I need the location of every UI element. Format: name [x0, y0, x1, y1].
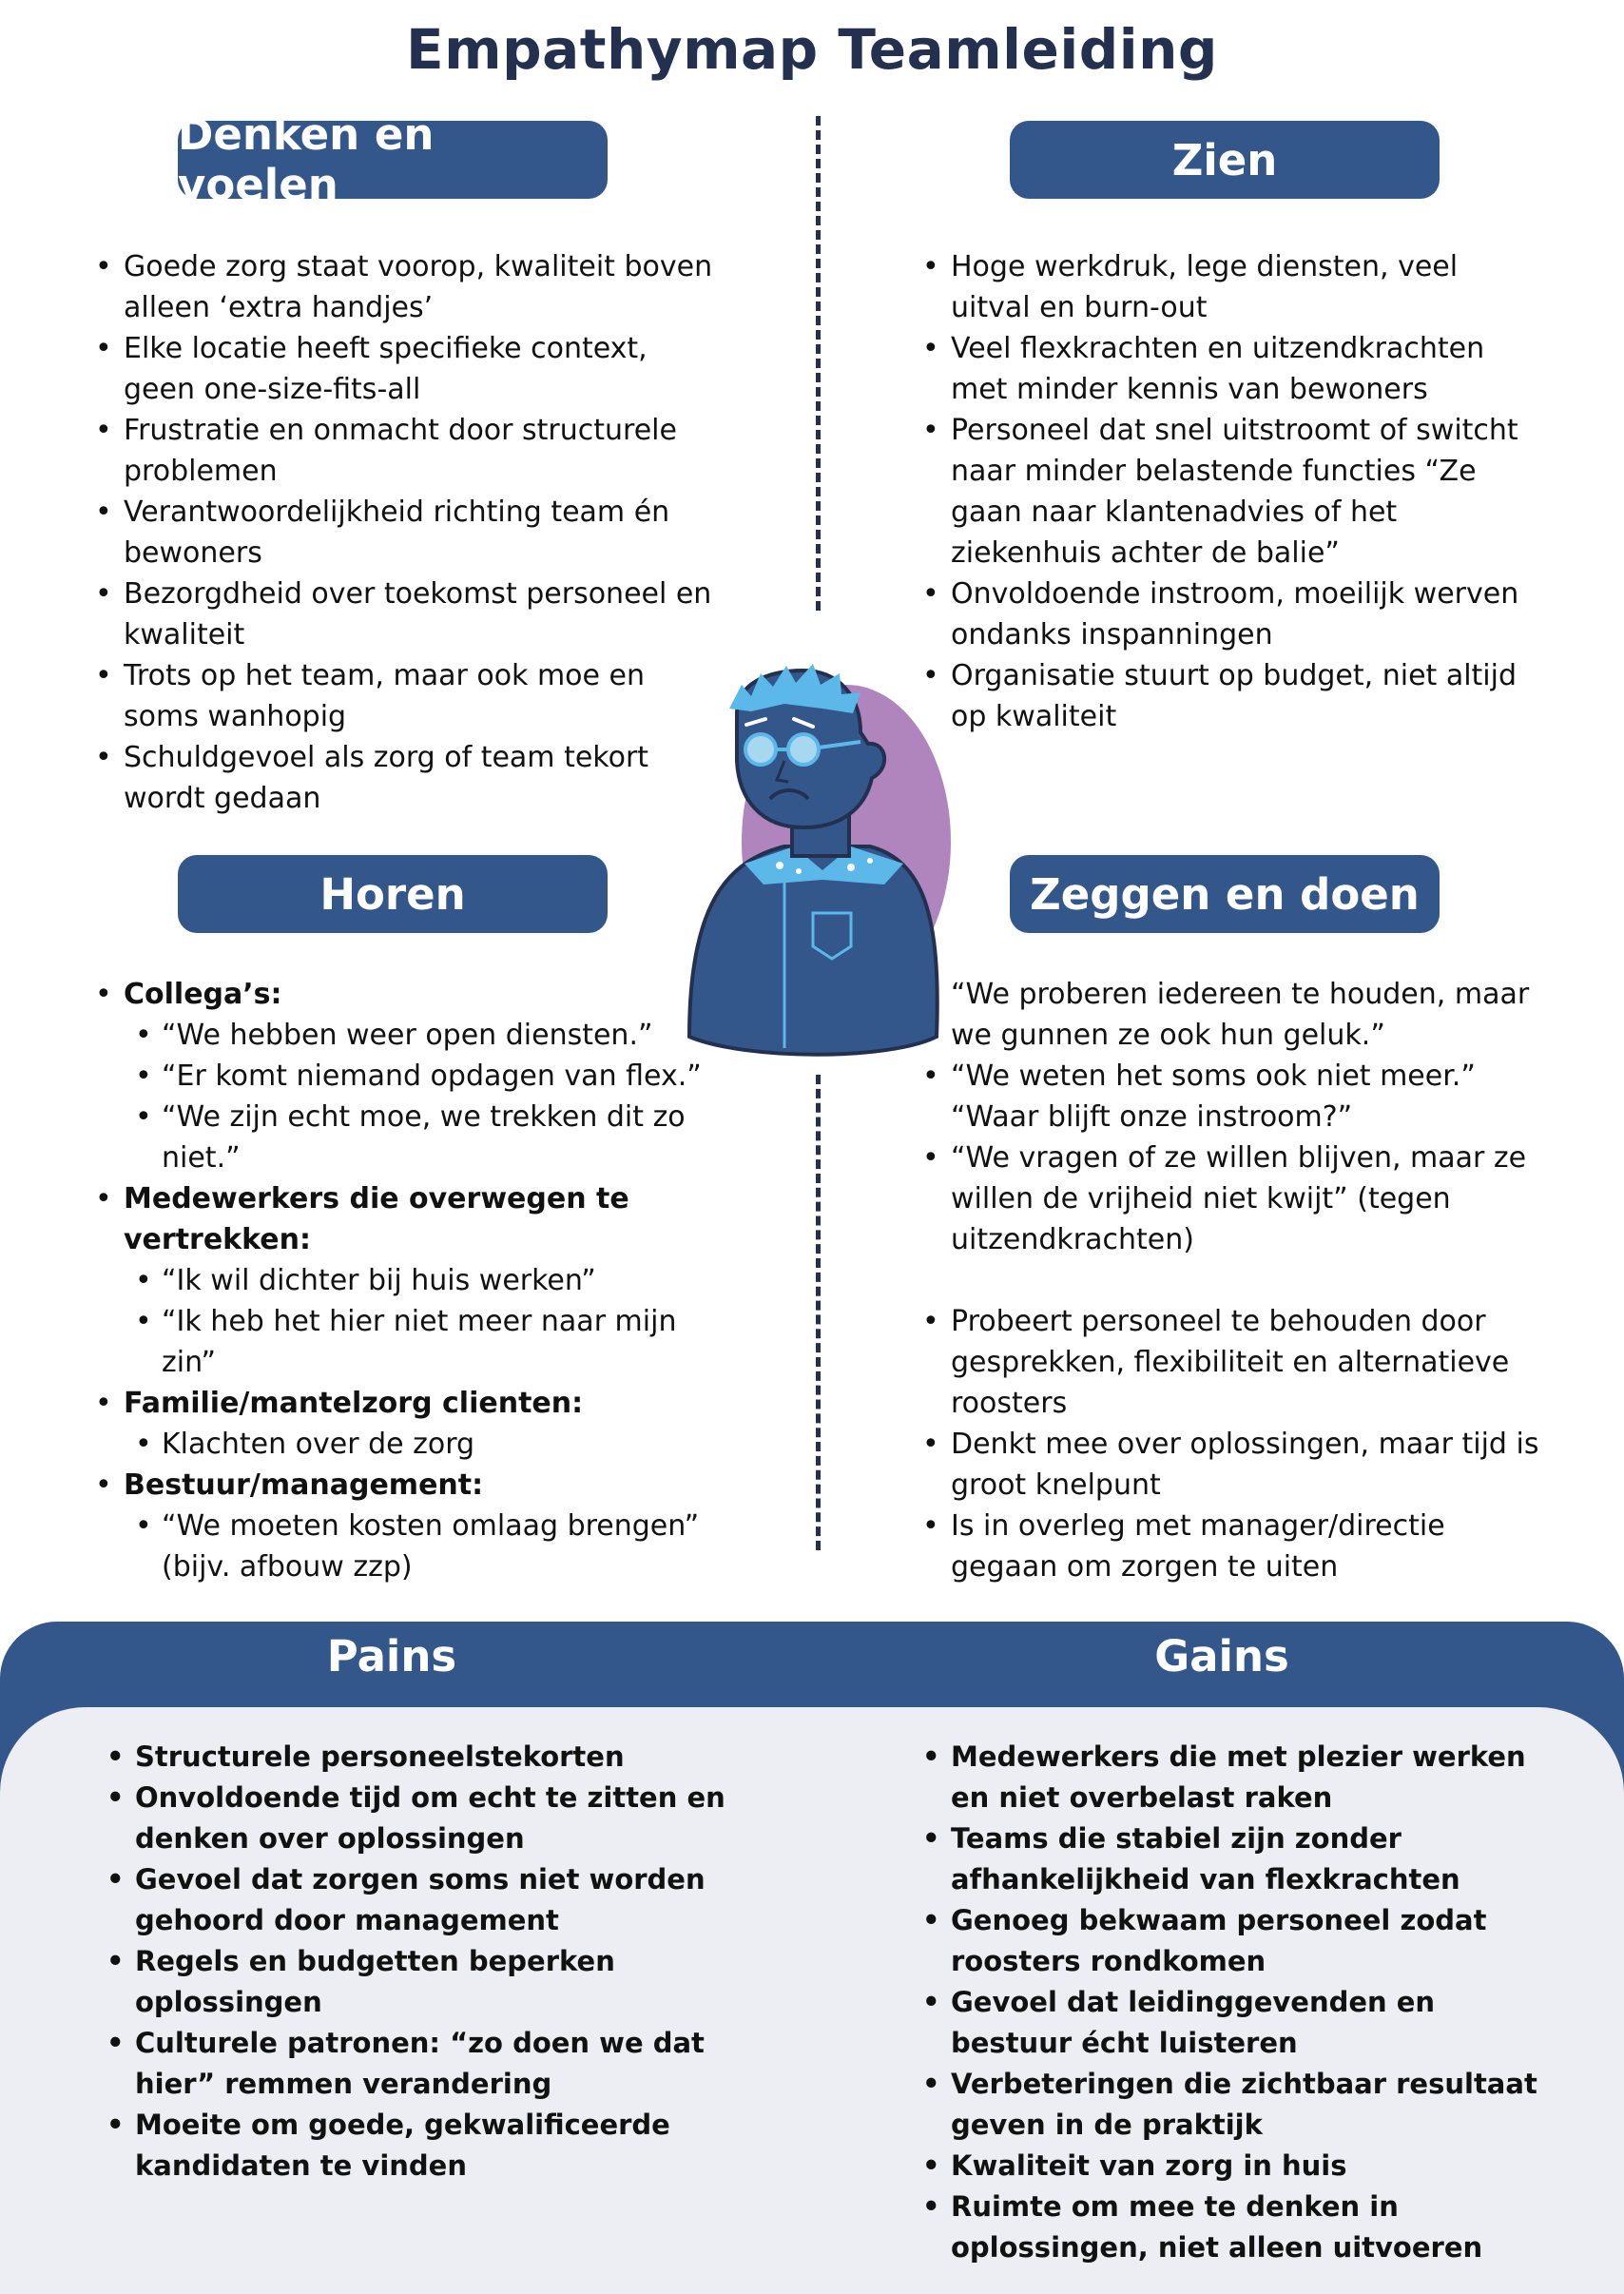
list-item: • Elke locatie heeft specifieke context, geen one-size-fits-all — [95, 328, 713, 410]
zien-list-box — [922, 246, 1540, 737]
list-item: • Probeert personeel te behouden door gesprekken, flexibiliteit en alternatieve roosters — [922, 1301, 1540, 1424]
list-item: • Frustratie en onmacht door structurele problemen — [95, 410, 713, 492]
pains-list-box — [106, 1737, 734, 2187]
list-item: • Kwaliteit van zorg in huis — [922, 2146, 1550, 2187]
list-item: • Hoge werkdruk, lege diensten, veel uitval en burn-out — [922, 246, 1540, 328]
list-item: • “We hebben weer open diensten.” — [135, 1015, 713, 1056]
group-heading: Medewerkers die overwegen te vertrekken: — [124, 1182, 629, 1256]
list-item: • Verantwoordelijkheid richting team én bewoners — [95, 492, 713, 574]
list-item: • “We weten het soms ook niet meer.” “Waar blijft onze instroom?” — [922, 1056, 1540, 1137]
zeggen-list-b — [922, 1301, 1540, 1587]
sub-list — [135, 1015, 713, 1178]
list-item: • Bezorgdheid over toekomst personeel en kwaliteit — [95, 574, 713, 655]
pains-title: Pains — [326, 1631, 457, 1682]
sub-list — [135, 1260, 713, 1383]
list-item: • Gevoel dat leidinggevenden en bestuur écht luisteren — [922, 1982, 1550, 2064]
list-item: • “Ik heb het hier niet meer naar mijn zin” — [135, 1301, 713, 1383]
list-item: • Verbeteringen die zichtbaar resultaat geven in de praktijk — [922, 2064, 1550, 2146]
page-title: Empathymap Teamleiding — [406, 17, 1218, 82]
denken-list-box — [95, 246, 713, 819]
center-divider-bottom — [816, 1075, 821, 1550]
horen-group-bestuur — [95, 1465, 713, 1587]
zien-list — [922, 246, 1540, 737]
zeggen-list-a — [922, 974, 1540, 1260]
list-item: • Regels en budgetten beperken oplossingen — [106, 1941, 734, 2023]
group-heading: Familie/mantelzorg clienten: — [124, 1387, 584, 1420]
list-item: • “We vragen of ze willen blijven, maar ze willen de vrijheid niet kwijt” (tegen uitzendkrachten) — [922, 1137, 1540, 1260]
list-item: • “We zijn echt moe, we trekken dit zo niet.” — [135, 1097, 713, 1178]
list-item: • “Er komt niemand opdagen van flex.” — [135, 1056, 713, 1097]
horen-list — [95, 974, 713, 1587]
list-item: • Personeel dat snel uitstroomt of switcht naar minder belastende functies “Ze gaan naar klantenadvies of het ziekenhuis achter de balie” — [922, 410, 1540, 574]
zeggen-list-box — [922, 974, 1540, 1587]
sub-list — [135, 1506, 713, 1587]
list-item: • Genoeg bekwaam personeel zodat roosters rondkomen — [922, 1900, 1550, 1982]
list-item: • Schuldgevoel als zorg of team tekort wordt gedaan — [95, 737, 713, 819]
sub-list — [135, 1424, 713, 1465]
gains-title: Gains — [1154, 1631, 1289, 1682]
list-item: • Klachten over de zorg — [135, 1424, 713, 1465]
list-item: • “Ik wil dichter bij huis werken” — [135, 1260, 713, 1301]
list-item: • Denkt mee over oplossingen, maar tijd is groot knelpunt — [922, 1424, 1540, 1506]
list-item: • Teams die stabiel zijn zonder afhankelijkheid van flexkrachten — [922, 1818, 1550, 1900]
list-item: • Goede zorg staat voorop, kwaliteit boven alleen ‘extra handjes’ — [95, 246, 713, 328]
group-heading: Bestuur/management: — [124, 1468, 484, 1502]
list-item: • Culturele patronen: “zo doen we dat hier” remmen verandering — [106, 2023, 734, 2105]
list-item: • Medewerkers die met plezier werken en niet overbelast raken — [922, 1737, 1550, 1818]
list-item: • Structurele personeelstekorten — [106, 1737, 734, 1778]
list-item: • Gevoel dat zorgen soms niet worden gehoord door management — [106, 1859, 734, 1941]
horen-group-medewerkers — [95, 1178, 713, 1383]
horen-group-familie — [95, 1383, 713, 1465]
list-item: • Ruimte om mee te denken in oplossingen, niet alleen uitvoeren — [922, 2187, 1550, 2268]
list-item: • Moeite om goede, gekwalificeerde kandidaten te vinden — [106, 2105, 734, 2187]
list-gap — [922, 1260, 1540, 1301]
list-item: • Trots op het team, maar ook moe en soms wanhopig — [95, 655, 713, 737]
list-item: • Is in overleg met manager/directie gegaan om zorgen te uiten — [922, 1506, 1540, 1587]
list-item: • “We moeten kosten omlaag brengen” (bijv. afbouw zzp) — [135, 1506, 713, 1587]
horen-list-box — [95, 974, 713, 1587]
header-zeggen-en-doen: Zeggen en doen — [1010, 855, 1440, 933]
gains-list-box — [922, 1737, 1550, 2268]
pains-list — [106, 1737, 734, 2187]
horen-group-collegas — [95, 974, 713, 1178]
list-item: • Onvoldoende tijd om echt te zitten en denken over oplossingen — [106, 1778, 734, 1859]
header-denken-en-voelen: Denken en voelen — [178, 121, 608, 199]
header-horen: Horen — [178, 855, 608, 933]
header-zien: Zien — [1010, 121, 1440, 199]
list-item: • Veel flexkrachten en uitzendkrachten met minder kennis van bewoners — [922, 328, 1540, 410]
list-item: • “We proberen iedereen te houden, maar we gunnen ze ook hun geluk.” — [922, 974, 1540, 1056]
denken-list — [95, 246, 713, 819]
group-heading: Collega’s: — [124, 978, 282, 1011]
center-divider-top — [816, 116, 821, 611]
list-item: • Organisatie stuurt op budget, niet altijd op kwaliteit — [922, 655, 1540, 737]
gains-list — [922, 1737, 1550, 2268]
persona-illustration-icon — [670, 656, 975, 1065]
list-item: • Onvoldoende instroom, moeilijk werven ondanks inspanningen — [922, 574, 1540, 655]
